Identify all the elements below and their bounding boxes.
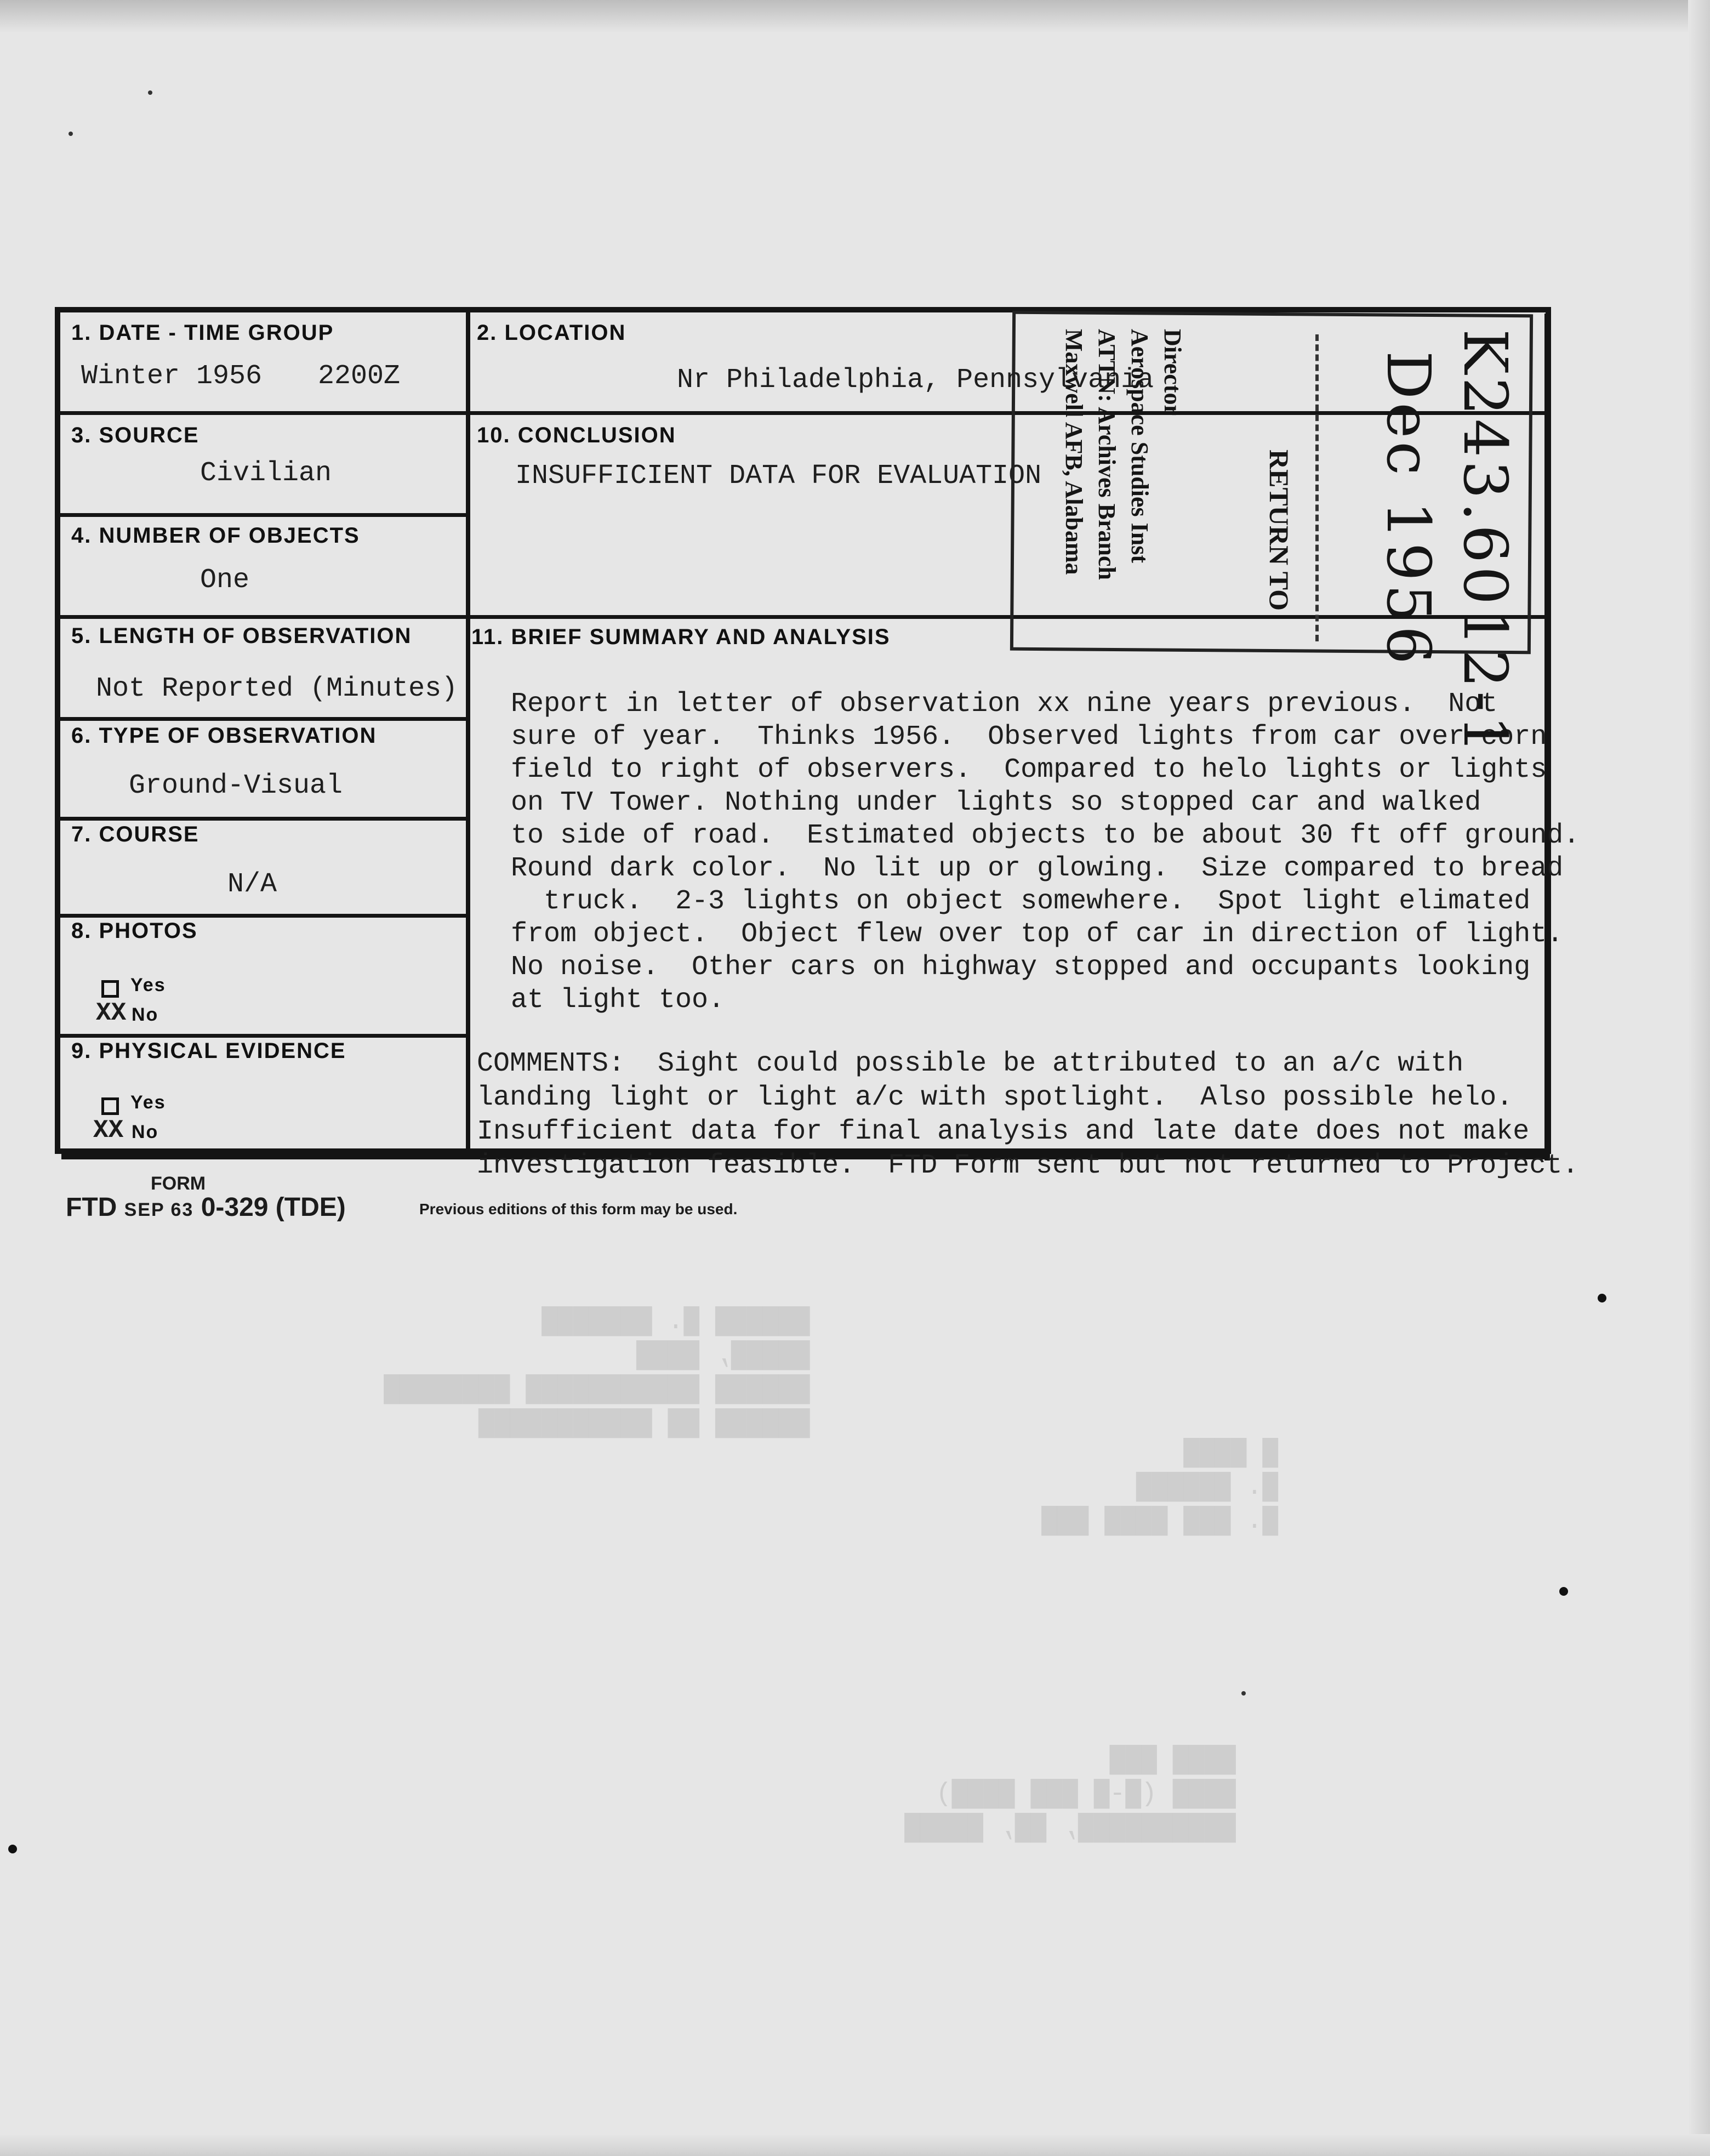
- course-value: N/A: [227, 869, 277, 900]
- source-value: Civilian: [200, 458, 332, 489]
- footer-date: SEP 63: [124, 1199, 194, 1220]
- number-of-objects-value: One: [200, 565, 250, 596]
- photos-yes-label: Yes: [130, 975, 166, 995]
- divider-row-5: [60, 717, 468, 721]
- footer-form-id: [66, 1192, 346, 1222]
- scan-speck: [148, 90, 152, 95]
- date-value: Winter 1956: [81, 361, 263, 392]
- conclusion-label: 10. CONCLUSION: [477, 423, 676, 447]
- stamp-dashed-line: [1315, 334, 1321, 641]
- stamp-line-maxwell: Maxwell AFB, Alabama: [1061, 329, 1087, 575]
- summary-label: 11. BRIEF SUMMARY AND ANALYSIS: [471, 625, 891, 649]
- summary-line: Round dark color. No lit up or glowing. Size compared to bread: [511, 853, 1564, 884]
- physical-evidence-yes-label: Yes: [130, 1092, 166, 1113]
- scan-speck: [8, 1845, 17, 1853]
- summary-line: at light too.: [511, 985, 725, 1016]
- handwritten-date: Dec 1956: [1373, 351, 1444, 668]
- summary-line: on TV Tower. Nothing under lights so stopped car and walked: [511, 787, 1481, 818]
- footer-number: 0-329 (TDE): [201, 1193, 346, 1222]
- divider-row-6: [60, 817, 468, 821]
- page-edge-right: [1688, 0, 1710, 2156]
- course-label: 7. COURSE: [71, 822, 200, 846]
- bleed-through-block: ██████ █. ███████ █████, ████ ██████ ███████████ ████████ ██████ ██ ███████████: [384, 1307, 810, 1438]
- comments-line: Insufficient data for final analysis and late date does not make: [477, 1116, 1530, 1147]
- bleed-through-block: ████ ███ ████ (█-█ ███ ████) ██████████, ██, █████: [904, 1745, 1236, 1843]
- summary-line: field to right of observers. Compared to helo lights or lights: [511, 754, 1547, 786]
- length-of-observation-label: 5. LENGTH OF OBSERVATION: [71, 624, 412, 648]
- summary-line: truck. 2-3 lights on object somewhere. Spot light elimated: [511, 886, 1531, 917]
- summary-text: [511, 655, 1580, 1050]
- source-label: 3. SOURCE: [71, 423, 200, 447]
- scan-speck: [69, 132, 73, 136]
- footer-note: Previous editions of this form may be used.: [419, 1201, 738, 1218]
- divider-row-3: [60, 513, 468, 517]
- summary-line: from object. Object flew over top of car in direction of light.: [511, 919, 1564, 950]
- photos-yes-checkbox: [101, 980, 119, 998]
- stamp-line-attn: ATTN: Archives Branch: [1093, 329, 1120, 580]
- type-of-observation-label: 6. TYPE OF OBSERVATION: [71, 724, 377, 748]
- scan-speck: [1241, 1691, 1246, 1696]
- summary-line: to side of road. Estimated objects to be about 30 ft off ground.: [511, 820, 1580, 851]
- conclusion-value: INSUFFICIENT DATA FOR EVALUATION: [515, 460, 1042, 492]
- photos-no-mark: XX: [96, 999, 127, 1027]
- number-of-objects-label: 4. NUMBER OF OBJECTS: [71, 524, 360, 548]
- type-of-observation-value: Ground-Visual: [129, 770, 343, 801]
- comments-line: COMMENTS: Sight could possible be attributed to an a/c with: [477, 1048, 1464, 1079]
- footer-ftd: FTD: [66, 1193, 117, 1222]
- comments-text: [477, 1013, 1589, 1217]
- comments-line: landing light or light a/c with spotlight. Also possible helo.: [477, 1082, 1513, 1113]
- photos-no-label: No: [132, 1004, 159, 1025]
- physical-evidence-yes-checkbox: [101, 1097, 119, 1115]
- column-divider: [466, 312, 470, 1154]
- physical-evidence-label: 9. PHYSICAL EVIDENCE: [71, 1039, 346, 1063]
- location-label: 2. LOCATION: [477, 321, 626, 345]
- physical-evidence-no-mark: XX: [93, 1116, 124, 1145]
- stamp-line-institute: Aerospace Studies Inst: [1126, 329, 1153, 564]
- summary-line: No noise. Other cars on highway stopped and occupants looking: [511, 952, 1531, 983]
- stamp-line-director: Director: [1159, 329, 1186, 416]
- photos-label: 8. PHOTOS: [71, 919, 198, 943]
- bleed-through-block: █ ████ █. ██████ █. ███ ████ ███: [1041, 1438, 1279, 1536]
- comments-line: investigation feasible. FTD Form sent but not returned to Project.: [477, 1150, 1579, 1181]
- summary-line: sure of year. Thinks 1956. Observed lights from car over corn: [511, 721, 1547, 753]
- handwritten-reference: K243.6012-1: [1450, 329, 1520, 757]
- divider-row-7: [60, 914, 468, 918]
- summary-line: Report in letter of observation xx nine years previous. Not: [511, 689, 1498, 720]
- divider-row-8: [60, 1034, 468, 1038]
- page-edge-bottom: [0, 2134, 1710, 2156]
- footer-form-label: FORM: [151, 1173, 206, 1194]
- page-edge-top: [0, 0, 1710, 33]
- scan-speck: [1559, 1587, 1568, 1596]
- length-of-observation-value: Not Reported (Minutes): [96, 673, 458, 704]
- stamp-return-to: RETURN TO: [1264, 450, 1295, 611]
- date-time-label: 1. DATE - TIME GROUP: [71, 321, 334, 345]
- time-value: 2200Z: [318, 361, 401, 392]
- physical-evidence-no-label: No: [132, 1122, 159, 1142]
- location-value: Nr Philadelphia, Pennsylvania: [677, 365, 1154, 396]
- scan-speck: [1598, 1294, 1606, 1302]
